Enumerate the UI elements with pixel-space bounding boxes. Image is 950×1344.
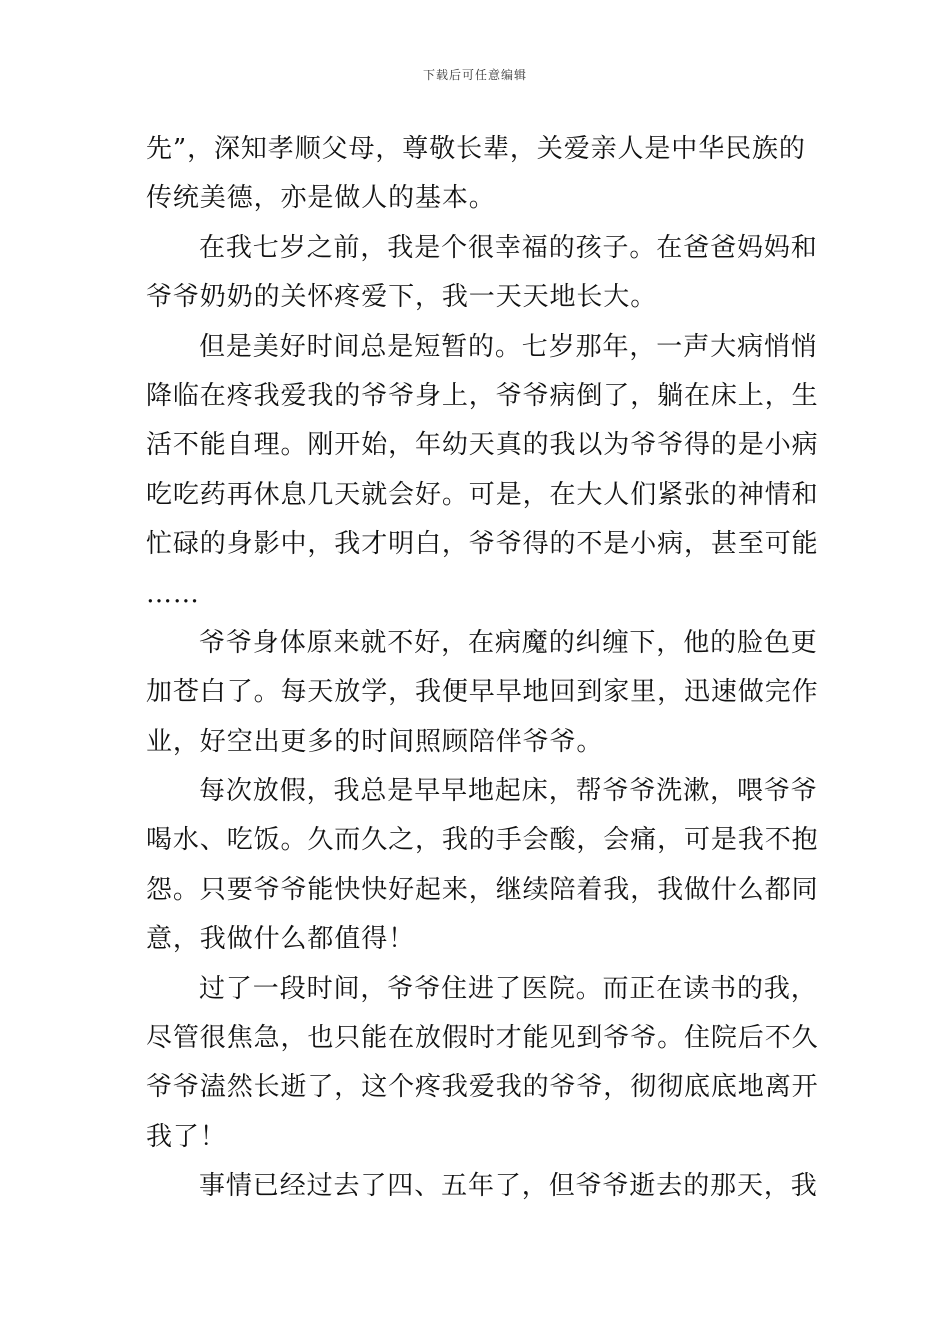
text-line: 事情已经过去了四、五年了，但爷爷逝去的那天，我 (199, 1171, 818, 1202)
text-line: 在我七岁之前，我是个很幸福的孩子。在爸爸妈妈和 (199, 232, 818, 263)
text-line: 忙碌的身影中，我才明白，爷爷得的不是小病，甚至可能 (146, 529, 819, 560)
text-line: 活不能自理。刚开始，年幼天真的我以为爷爷得的是小病 (146, 430, 819, 461)
document-body (146, 125, 819, 1212)
text-line: 加苍白了。每天放学，我便早早地回到家里，迅速做完作 (146, 677, 819, 708)
text-line: 业，好空出更多的时间照顾陪伴爷爷。 (146, 726, 604, 757)
header-note: 下载后可任意编辑 (422, 68, 527, 82)
text-line: 尽管很焦急，也只能在放假时才能见到爷爷。住院后不久 (146, 1023, 819, 1054)
text-line: 传统美德，亦是做人的基本。 (146, 183, 496, 214)
text-line: 爷爷溘然长逝了，这个疼我爱我的爷爷，彻彻底底地离开 (146, 1072, 819, 1103)
text-line: 每次放假，我总是早早地起床，帮爷爷洗漱，喂爷爷 (199, 776, 818, 807)
text-line: 先”，深知孝顺父母，尊敬长辈，关爱亲人是中华民族的 (146, 134, 806, 164)
text-line: 吃吃药再休息几天就会好。可是，在大人们紧张的神情和 (146, 479, 819, 510)
text-line: 过了一段时间，爷爷住进了医院。而正在读书的我， (199, 973, 818, 1004)
text-line: 喝水、吃饭。久而久之，我的手会酸，会痛，可是我不抱 (146, 825, 819, 856)
text-line: 意，我做什么都值得！ (146, 924, 416, 955)
text-line: 但是美好时间总是短暂的。七岁那年，一声大病悄悄 (199, 331, 818, 362)
text-line: 降临在疼我爱我的爷爷身上，爷爷病倒了，躺在床上，生 (146, 380, 819, 411)
text-line: 我了！ (146, 1121, 227, 1152)
text-line: …… (146, 578, 200, 609)
text-line: 爷爷奶奶的关怀疼爱下，我一天天地长大。 (146, 282, 658, 313)
text-line: 怨。只要爷爷能快快好起来，继续陪着我，我做什么都同 (146, 874, 819, 905)
text-line: 爷爷身体原来就不好，在病魔的纠缠下，他的脸色更 (199, 627, 818, 658)
